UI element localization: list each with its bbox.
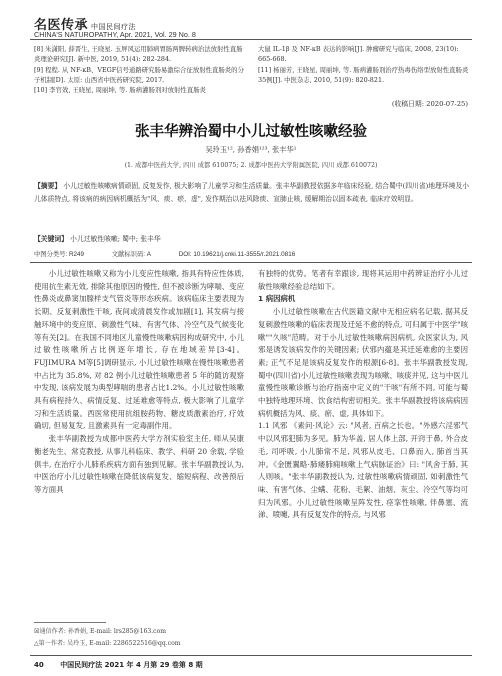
subsection-paragraph: 1.1 风邪 《素问·风论》云: "风者, 百病之长也。"外感六淫邪气中以风邪犯肺为多见。肺为华盖, 居人体上部, 开窍于鼻, 外合皮毛, 司呼吸, 小儿肺常不足, 风邪从皮毛、口鼻而入, 肺首当其冲。《金匮翼略·肺痿肺痈咳嗽上气病脉证治》曰: "风舍于肺, 其人则咳。"张丰华副教授认为, 过敏性咳嗽病情顽固, 如刺激性气味、有害气体、尘螨、花粉、毛絮、油烟、灰尘、冷空气等均可归为风邪。小儿过敏性咳嗽呈阵发性, 痉挛性咳嗽, 伴鼻塞、流涕、喷嚏, 具有反复发作的特点, 与风邪 <box>258 421 468 520</box>
keywords <box>34 233 470 243</box>
body-paragraph: 有独特的优势。笔者有幸跟诊, 现将其运用中药辨证治疗小儿过敏性咳嗽经验总结如下。 <box>258 269 468 291</box>
reference-item: [11] 杨丽芳, 王晓星, 周丽坤, 等. 肠病灌肠剂治疗热毒伤络型放射性直肠炎35例[J]. 中医杂志, 2010, 51(9): 820-821. <box>258 65 469 84</box>
footer-journal-issue: 中国民间疗法 2021 年 4 月第 29 卷第 8 期 <box>60 661 203 669</box>
document-code: 文献标识码: A <box>111 251 151 258</box>
reference-item: [9] 程程. 从 NF-κB、VEGF信号通路研究肠易激综合征放射性直肠炎的分子机制[D]. 太原: 山西省中医药研究院, 2017. <box>34 65 244 84</box>
journal-small-title: 中国民间疗法 <box>91 24 137 31</box>
article-title: 张丰华辨治蜀中小儿过敏性咳嗽经验 <box>135 124 367 140</box>
abstract <box>34 180 470 205</box>
footnote-corresponding-author: ☒通信作者: 孙香娟, E-mail: lrs285@163.com <box>34 628 167 635</box>
body-column-right <box>258 268 468 522</box>
section-heading: 1 病因病机 <box>258 294 296 304</box>
footer-rule <box>30 655 472 656</box>
article-affiliation: (1. 成都中医药大学, 四川 成都 610075; 2. 成都中医药大学附属医院, 四川 成都 610072) <box>124 162 378 169</box>
reference-item: [10] 李官效, 王晓星, 周丽坤, 等. 肠病灌肠剂对放射性直肠炎 <box>34 86 206 95</box>
clc-number: 中图分类号: R249 <box>34 251 85 258</box>
abstract-label: 【摘要】 <box>34 182 62 190</box>
page-number: 40 <box>34 661 44 669</box>
body-paragraph: 小儿过敏性咳嗽又称为小儿变应性咳嗽, 指具有特应性体质, 使用抗生素无效, 排除其他原因的慢性, 但不被诊断为哮喘、变应性鼻炎或鼻窦加腺样支气管炎等形态疾病。该病临床主要表现为长期、反复刺激性干咳, 夜间或清晨发作或加剧[1], 其发病与接触环境中的变应原、刺激性气味、有害气体、冷空气及气候变化等有关[2]。在我国不同地区儿童慢性咳嗽病因构成研究中, 小儿过敏性咳嗽所占比例逐年增长, 存在地域差异[3-4]。FUJIMURA M等[5]调研显示, 小儿过敏性咳嗽在慢性咳嗽患者中占比为 35.8%, 对 82 例小儿过敏性咳嗽患者 5 年的随访观察中发现, 该病发展为典型哮喘的患者占比1.2%。小儿过敏性咳嗽具有病程持久、病情反复、过延难愈等特点, 极大影响了儿童学习和生活质量。西医常使用抗组胺药物、糖皮质激素治疗, 疗效确切, 但易复发, 且激素具有一定毒副作用。 <box>34 269 244 431</box>
doi: DOI: 10.19621/j.cnki.11-3555/r.2021.0816 <box>178 251 296 258</box>
body-paragraph: 张丰华副教授为成都中医药大学方剂实验室主任, 师从吴康衡老先生、常克教授, 从事儿科临床、教学、科研 20 余载, 学验俱丰, 在治疗小儿肺系疾病方面有独到见解。张丰华副教授认为, 中医治疗小儿过敏性咳嗽在降低该病复发、缩短病程、改善预后等方面具 <box>34 434 244 494</box>
reference-item: [8] 朱潇阳, 薛晋生, 王晓星. 玉屏风运用肺病胃肠两脾转病治法放射性直肠炎理论研究[J]. 新中医, 2019, 51(4): 282-284. <box>34 45 243 64</box>
journal-section-title: 名医传承 <box>34 17 89 32</box>
references-left <box>34 44 244 95</box>
footnote-first-author: △第一作者: 吴玲玉, E-mail: 2286522516@qq.com <box>34 640 181 647</box>
body-paragraph: 小儿过敏性咳嗽在古代医籍文献中无相应病名记载, 据其反复刺激性咳嗽的临床表现及迁延不愈的特点, 可归属于中医学"咳嗽""久咳"范畴。对于小儿过敏性咳嗽病因病机, 众医家认为, 风邪是诱发该病发作的关键因素; 伏邪内蕴是其迁延难愈的主要因素; 正气不足是该病反复发作的根源[6-8]。张丰华副教授发现, 蜀中(四川省)小儿过敏性咳嗽表现为咳嗽、咳痰并见, 这与中医儿童慢性咳嗽诊断与治疗指南中定义的"干咳"有所不同, 可能与蜀中独特地理环境、饮食结构密切相关。张丰华副教授将该病病因病机概括为风、痰、瘀、虚, 具体如下。 <box>258 307 469 418</box>
meta-rule <box>30 262 472 263</box>
received-date: (收稿日期: 2020-07-25) <box>391 100 468 108</box>
page-footer <box>34 660 203 670</box>
references-right <box>258 44 470 85</box>
body-column-left <box>34 268 244 497</box>
article-authors: 吴玲玉¹², 孙香娟¹²³, 张丰华¹ <box>205 145 297 154</box>
abstract-text: 小儿过敏性咳嗽病情顽固, 反复发作, 极大影响了儿童学习和生活质量。张丰华副教授依据多年临床经验, 结合蜀中(四川省)地理环境及小儿体质特点, 将该病的病因病机概括为"风、痰、瘀、虚", 发作期治以祛风除痰、宣肺止咳, 缓解期治以固本疏表, 临床疗效明显。 <box>34 182 470 203</box>
footnote-rule <box>34 622 106 623</box>
header-rule <box>30 39 472 40</box>
journal-issue-line: CHINA'S NATUROPATHY, Apr. 2021, Vol. 29 No. 8 <box>34 30 196 39</box>
keywords-text: 小儿过敏性咳嗽; 蜀中; 张丰华 <box>70 235 161 243</box>
reference-item: 大鼠 IL-1β 及 NF-κB 表达的影响[J]. 肿瘤研究与临床, 2008, 23(10): 665-668. <box>258 45 459 64</box>
keywords-label: 【关键词】 <box>34 235 68 243</box>
article-meta <box>34 249 470 258</box>
